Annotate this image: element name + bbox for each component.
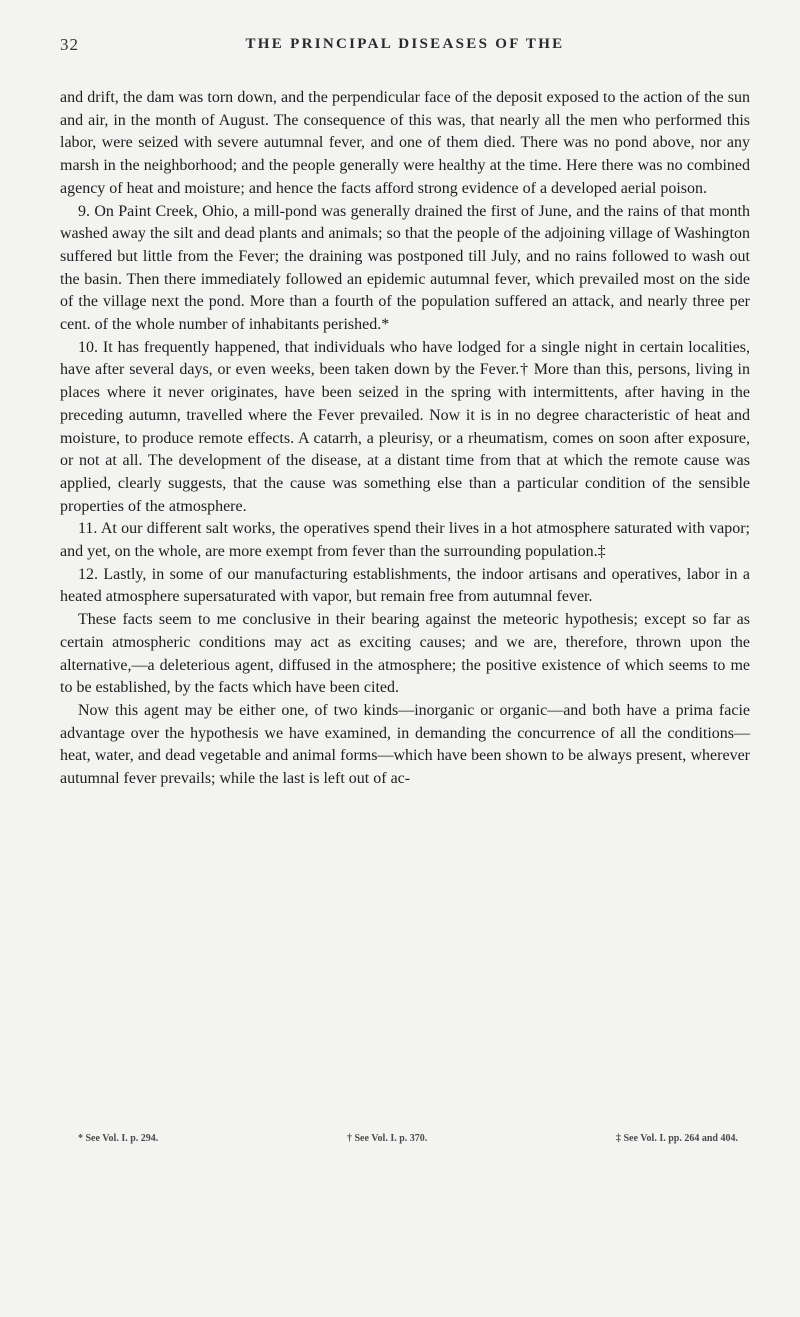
body-text (60, 87, 750, 791)
paragraph-agent: Now this agent may be either one, of two kinds—inorganic or organic—and both have a prima facie advantage over the hypothesis we have examined, in demanding the concurrence of all the conditions—heat, water, and dead vegetable and animal forms—which have been shown to be always present, wherever autumnal fever prevails; while the last is left out of ac- (60, 701, 750, 788)
page-header (60, 35, 750, 57)
footnote-1: * See Vol. I. p. 294. (78, 1133, 159, 1144)
footnotes (78, 1133, 738, 1144)
footnote-3: ‡ See Vol. I. pp. 264 and 404. (616, 1133, 738, 1144)
running-title: THE PRINCIPAL DISEASES OF THE (245, 36, 565, 52)
paragraph-9: 9. On Paint Creek, Ohio, a mill-pond was generally drained the first of June, and the rains of that month washed away the silt and dead plants and animals; so that the people of the adjoining village of Washington suffered but little from the Fever; the draining was postponed till July, and no rains followed to wash out the basin. Then there immediately followed an epidemic autumnal fever, which prevailed most on the side of the village next the pond. More than a fourth of the population suffered an attack, and nearly three per cent. of the whole number of inhabitants perished.* (60, 202, 750, 334)
footnote-2: † See Vol. I. p. 370. (347, 1133, 428, 1144)
page-number: 32 (60, 35, 79, 54)
paragraph-10: 10. It has frequently happened, that individuals who have lodged for a single night in certain localities, have after several days, or even weeks, been taken down by the Fever.† More than this, persons, living in places where it never originates, have been seized in the spring with intermittents, after having in the preceding autumn, travelled where the Fever prevailed. Now it is in no degree characteristic of heat and moisture, to produce remote effects. A catarrh, a pleurisy, or a rheumatism, comes on soon after exposure, or not at all. The development of the disease, at a distant time from that at which the remote cause was applied, clearly suggests, that the cause was something else than a particular condition of the sensible properties of the atmosphere. (60, 338, 750, 515)
paragraph-conclusion: These facts seem to me conclusive in their bearing against the meteoric hypothesis; except so far as certain atmospheric conditions may act as exciting causes; and we are, therefore, thrown upon the alternative,—a deleterious agent, diffused in the atmosphere; the positive existence of which seems to me to be established, by the facts which have been cited. (60, 611, 750, 697)
paragraph-12: 12. Lastly, in some of our manufacturing establishments, the indoor artisans and operatives, labor in a heated atmosphere supersaturated with vapor, but remain free from autumnal fever. (60, 565, 750, 606)
paragraph-11: 11. At our different salt works, the operatives spend their lives in a hot atmosphere saturated with vapor; and yet, on the whole, are more exempt from fever than the surrounding population.‡ (60, 520, 750, 561)
paragraph-continued: and drift, the dam was torn down, and the perpendicular face of the deposit exposed to the action of the sun and air, in the month of August. The consequence of this was, that nearly all the men who performed this labor, were seized with severe autumnal fever, and one of them died. There was no pond above, nor any marsh in the neighborhood; and the people generally were healthy at the time. Here there was no combined agency of heat and moisture; and hence the facts afford strong evidence of a developed aerial poison. (60, 89, 750, 197)
